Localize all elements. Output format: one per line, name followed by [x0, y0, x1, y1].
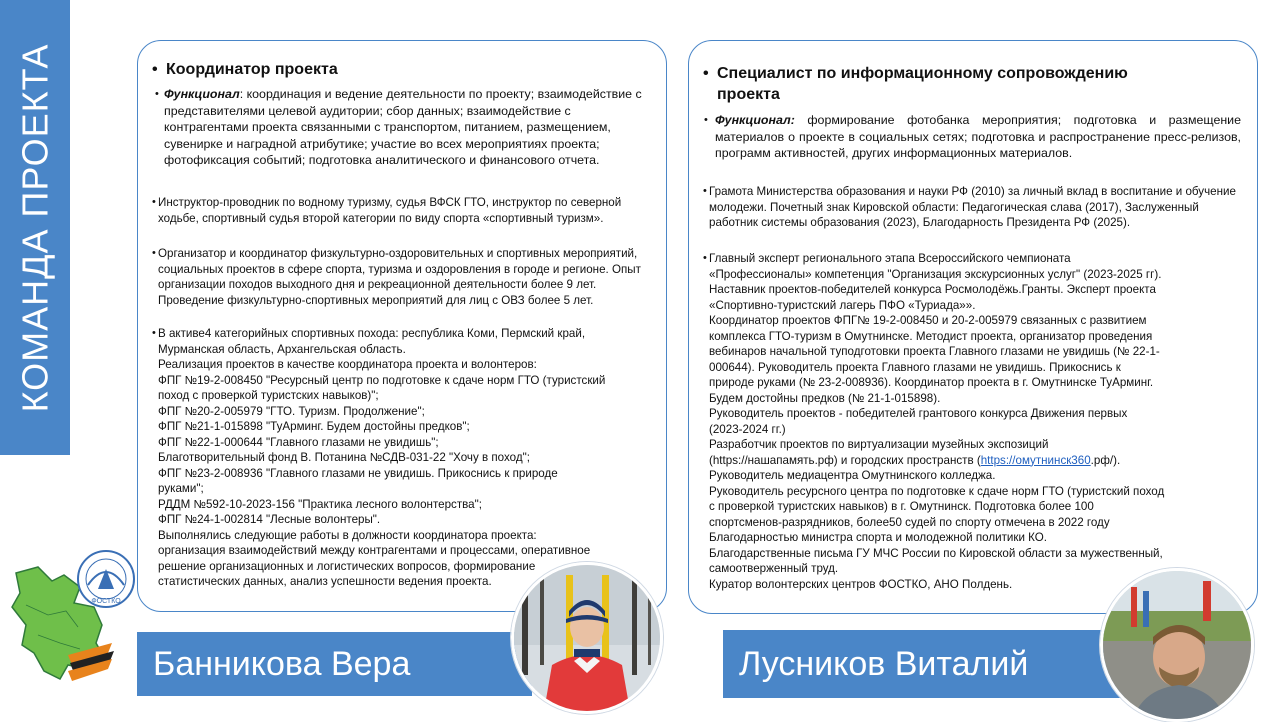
- right-item-2-line: Разработчик проектов по виртуализации музейных экспозиций: [709, 438, 1049, 451]
- left-item-3: [152, 326, 658, 590]
- bullet-icon: •: [703, 252, 707, 264]
- left-item-3-line: Мурманская область, Архангельская область.: [158, 342, 406, 356]
- left-item-3-line: статистических данных, анализ успешности ведения проекта.: [158, 575, 492, 588]
- right-item-2-line: спортсменов-разрядников, более50 судей по спорту отмечена в 2022 году: [709, 515, 1110, 529]
- right-item-2-line: Руководитель проектов - победителей грантового конкурса Движения первых: [709, 407, 1128, 420]
- side-title-bar: [0, 0, 70, 455]
- right-item-2-line: 000644). Руководитель проекта Главного глазами не увидишь. Прикоснись к: [709, 360, 1121, 374]
- emblem-text: ФОСТКО: [91, 598, 121, 605]
- left-item-3-line: ФПГ №20-2-005979 "ГТО. Туризм. Продолжение";: [158, 404, 425, 418]
- right-item-1-text: Грамота Министерства образования и науки РФ (2010) за личный вклад в воспитание и обучение молодежи. Почетный знак Кировской области: Педагогическая слава (2017), Заслуженный работник системы образования (2023), Благодарность Президента РФ (2025).: [709, 185, 1236, 229]
- left-person-name: Банникова Вера: [153, 644, 411, 683]
- bullet-icon: •: [152, 196, 156, 208]
- left-name-plate: [137, 632, 532, 696]
- right-item-2-line: Координатор проектов ФПГ№ 19-2-008450 и 20-2-005979 связанных с развитием: [709, 314, 1147, 327]
- left-item-3-line: Благотворительный фонд В. Потанина №СДВ-031-22 "Хочу в поход";: [158, 451, 530, 464]
- right-heading-row: [703, 63, 1243, 105]
- left-item-3-line: ФПГ №21-1-015898 "ТуАрминг. Будем достойны предков";: [158, 420, 470, 433]
- left-function: [155, 86, 654, 169]
- left-item-3-line: решение организационных и логистических вопросов, формирование: [158, 559, 536, 573]
- right-item-1: [703, 184, 1239, 231]
- left-item-3-line: ФПГ №23-2-008936 "Главного глазами не увидишь. Прикоснись к природе: [158, 466, 558, 480]
- right-person-photo: [1100, 568, 1254, 722]
- right-heading-line-1: Специалист по информационному сопровождению: [717, 65, 1128, 82]
- left-item-3-line: организация взаимодействий между контрагентами и процессами, оперативное: [158, 544, 591, 557]
- right-item-2-line: Руководитель ресурсного центра по подготовке к сдаче норм ГТО (туристский поход: [709, 484, 1165, 498]
- left-item-3-line: ФПГ №22-1-000644 "Главного глазами не увидишь";: [158, 435, 439, 449]
- region-logo: [8, 545, 138, 695]
- left-function-label: Функционал: [164, 87, 240, 101]
- left-person-photo: [511, 562, 663, 714]
- right-item-2-url-line: [709, 453, 1254, 469]
- right-item-2-line: Куратор волонтерских центров ФОСТКО, АНО Полдень.: [709, 577, 1013, 591]
- right-item-2-line: Благодарностью министра спорта и молодежной политики КО.: [709, 531, 1048, 544]
- bullet-icon: •: [704, 114, 708, 126]
- left-item-3-line: поход с проверкой туристских навыков)";: [158, 389, 379, 402]
- right-item-2: [703, 251, 1254, 592]
- bullet-icon: •: [152, 247, 156, 259]
- right-item-2-line: комплекса ГТО-туризм в Омутнинске. Методист проекта, организатор проведения: [709, 329, 1153, 343]
- left-item-3-line: руками";: [158, 482, 204, 495]
- right-function: [704, 112, 1241, 162]
- url-prefix: (https://нашапамять.рф) и городских пространств (: [709, 453, 981, 467]
- left-function-text: : координация и ведение деятельности по проекту; взаимодействие с представителями целевой аудитории; сбор данных; взаимодействие с контрагентами проекта связанными с транспортом, питанием, размещением, сувенирке и наградной атрибутике; участие во всех мероприятиях проекта; фотофиксация событий; подготовка аналитического и финансового отчета.: [164, 87, 642, 168]
- left-heading-row: [152, 59, 338, 80]
- left-item-2-text: Организатор и координатор физкультурно-оздоровительных и спортивных мероприятий, социальных проектов в сфере спорта, туризма и оздоровления в городе и регионе. Опыт организации походов выходного дня и рекреационной деятельности более 9 лет. Проведение физкультурно-спортивных мероприятий для лиц с ОВЗ более 5 лет.: [158, 247, 641, 307]
- right-function-text: формирование фотобанка мероприятия; подготовка и размещение материалов о проекте в социальных сетях; подготовка и распространение пресс-релизов, программ активностей, других информационных материалов.: [715, 113, 1241, 161]
- url-suffix: .рф/).: [1090, 453, 1121, 467]
- right-card: [688, 40, 1258, 614]
- left-item-3-line: ФПГ №24-1-002814 "Лесные волонтеры".: [158, 513, 381, 526]
- right-item-2-line: самоотверженный труд.: [709, 562, 839, 575]
- right-item-2-line: Главный эксперт регионального этапа Всероссийского чемпионата: [709, 252, 1071, 265]
- right-item-2-line: вебинаров начальной туподготовки проекта Главного глазами не увидишь (№ 22-1-: [709, 345, 1160, 358]
- left-item-3-line: РДДМ №592-10-2023-156 "Практика лесного волонтерства";: [158, 497, 482, 511]
- left-item-1: [152, 195, 648, 226]
- right-item-2-line: природе руками (№ 23-2-008936). Координатор проекта в г. Омутнинске ТуАрминг.: [709, 376, 1154, 389]
- right-item-2-line: «Спортивно-туристский лагерь ПФО «Туриада»».: [709, 298, 976, 312]
- right-heading-line-2: проекта: [717, 86, 780, 103]
- left-heading: Координатор проекта: [166, 61, 338, 78]
- region-map-logo-image: [8, 545, 138, 695]
- right-item-2-line: (2023-2024 гг.): [709, 422, 786, 436]
- left-item-2: [152, 246, 648, 308]
- bullet-icon: •: [152, 327, 156, 339]
- bullet-icon: •: [152, 61, 158, 78]
- left-item-1-text: Инструктор-проводник по водному туризму, судья ВФСК ГТО, инструктор по северной ходьбе, спортивный судья второй категории по виду спорта «спортивный туризм».: [158, 196, 622, 225]
- side-title: КОМАНДА ПРОЕКТА: [14, 43, 56, 412]
- left-item-3-line: В активе4 категорийных спортивных похода: республика Коми, Пермский край,: [158, 327, 586, 340]
- bullet-icon: •: [703, 65, 709, 82]
- left-card: [137, 40, 667, 612]
- omutninsk360-link[interactable]: https://омутнинск360: [980, 453, 1091, 467]
- right-item-2-line: Руководитель медиацентра Омутнинского колледжа.: [709, 469, 996, 482]
- right-name-plate: [723, 630, 1128, 698]
- left-item-3-line: Реализация проектов в качестве координатора проекта и волонтеров:: [158, 358, 537, 371]
- right-person-photo-image: [1103, 571, 1251, 719]
- left-person-photo-image: [514, 565, 660, 711]
- right-item-2-line: Благодарственные письма ГУ МЧС России по Кировской области за мужественный,: [709, 546, 1163, 560]
- right-person-name: Лусников Виталий: [739, 644, 1029, 683]
- right-item-2-line: с проверкой туристских навыков) в г. Омутнинск. Подготовка более 100: [709, 500, 1094, 513]
- bullet-icon: •: [155, 88, 159, 100]
- left-item-3-line: Выполнялись следующие работы в должности координатора проекта:: [158, 528, 537, 542]
- right-item-2-line: Будем достойны предков (№ 21-1-015898).: [709, 391, 941, 405]
- right-item-2-line: Наставник проектов-победителей конкурса Росмолодёжь.Гранты. Эксперт проекта: [709, 283, 1156, 296]
- right-function-label: Функционал:: [715, 113, 795, 127]
- left-item-3-line: ФПГ №19-2-008450 "Ресурсный центр по подготовке к сдаче норм ГТО (туристский: [158, 373, 606, 387]
- bullet-icon: •: [703, 185, 707, 197]
- right-item-2-line: «Профессионалы» компетенция "Организация экскурсионных услуг" (2023-2025 гг).: [709, 267, 1162, 281]
